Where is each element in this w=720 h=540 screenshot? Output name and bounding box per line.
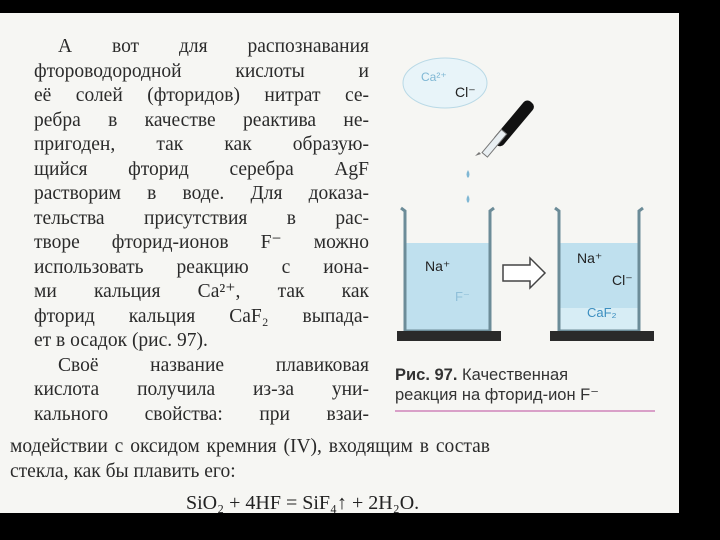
paragraph-fluoride-detection xyxy=(34,35,369,427)
caption-text: Качественная xyxy=(457,366,569,384)
right-cl-label: Cl⁻ xyxy=(612,272,633,288)
caption-text-line2: реакция на фторид-ион F⁻ xyxy=(395,386,599,404)
bubble-ca-label: Ca²⁺ xyxy=(421,70,447,84)
reaction-arrow-icon xyxy=(503,258,545,288)
textbook-page xyxy=(0,13,679,513)
right-na-label: Na⁺ xyxy=(577,250,603,266)
text-line: ет в осадок (рис. 97). xyxy=(34,330,208,351)
figure-caption xyxy=(395,365,660,405)
caption-divider xyxy=(395,410,655,412)
drop-icon xyxy=(467,195,470,203)
text-line: ми кальция Ca²⁺, так как xyxy=(34,281,369,302)
reaction-equation: SiO₂ + 4HF = SiF₄↑ + 2H₂O. xyxy=(186,492,420,513)
text-line: использовать реакцию с иона- xyxy=(34,256,369,278)
text-line: А вот для распознавания xyxy=(58,36,369,57)
text-line: модействии с оксидом кремния (IV), входящим в состав xyxy=(10,436,490,457)
dropper-icon xyxy=(475,98,536,157)
text-line: стекла, как бы плавить его: xyxy=(10,460,236,482)
text-line: фторид кальция CaF₂ выпада- xyxy=(34,305,369,327)
text-line: фтороводородной кислоты и xyxy=(34,60,369,82)
text-line: её солей (фторидов) нитрат се- xyxy=(34,85,369,106)
right-caf2-label: CaF₂ xyxy=(587,305,617,320)
figure-97-illustration xyxy=(395,53,665,353)
left-stand xyxy=(397,331,501,341)
right-stand xyxy=(550,331,654,341)
left-na-label: Na⁺ xyxy=(425,258,451,274)
text-line: кислота получила из-за уни- xyxy=(34,379,369,400)
text-line: Своё название плавиковая xyxy=(58,354,369,376)
text-line: ребра в качестве реактива не- xyxy=(34,109,369,131)
caption-number: Рис. 97. xyxy=(395,366,458,384)
text-line: растворим в воде. Для доказа- xyxy=(34,183,369,204)
text-line: щийся фторид серебра AgF xyxy=(34,158,369,180)
text-line: пригоден, так как образую- xyxy=(34,134,369,155)
drop-icon xyxy=(467,170,470,178)
paragraph-hydrofluoric-name xyxy=(10,435,490,484)
text-line: творе фторид-ионов F⁻ можно xyxy=(34,232,369,253)
left-f-label: F⁻ xyxy=(455,289,470,304)
text-line: тельства присутствия в рас- xyxy=(34,207,369,229)
bubble-cl-label: Cl⁻ xyxy=(455,84,476,100)
text-line: кального свойства: при взаи- xyxy=(34,403,369,425)
